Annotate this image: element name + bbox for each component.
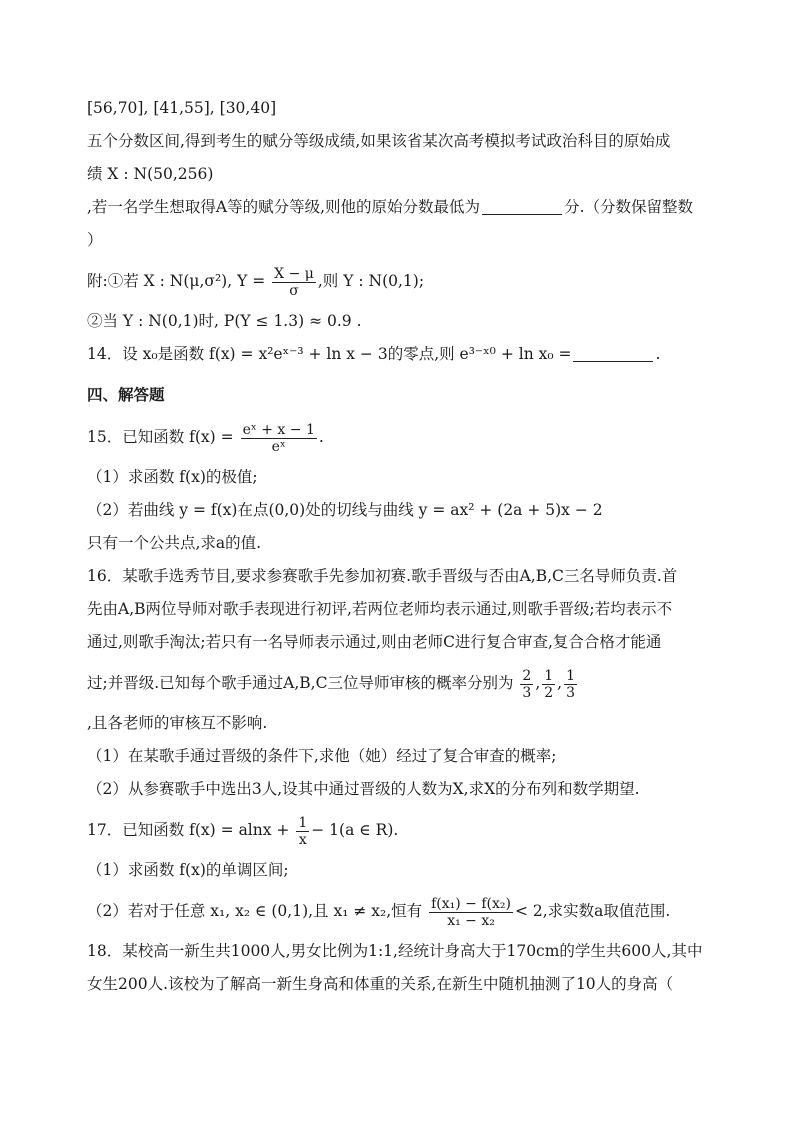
numerator: 2: [522, 667, 532, 684]
text: 先由A,B两位导师对歌手表现进行初评,若两位老师均表示通过,则歌手晋级;若均表示不: [87, 600, 673, 618]
text: 过;并晋级.已知每个歌手通过A,B,C三位导师审核的概率分别为: [87, 674, 514, 692]
text: .: [318, 428, 324, 446]
text-line: 过;并晋级.已知每个歌手通过A,B,C三位导师审核的概率分别为 $\frac{2}{3}$ , $\frac{1}{2}$ , $\frac{1}{3}$: [87, 667, 576, 701]
denominator: 3: [522, 684, 532, 701]
fraction: [520, 668, 533, 701]
denominator: σ: [289, 282, 299, 299]
text: 18．某校高一新生共1000人,男女比例为1:1,经统计身高大于170cm的学生共600人,其中: [87, 942, 703, 960]
numerator: 1: [566, 667, 576, 684]
text-line: [87, 740, 712, 773]
text-line: [87, 626, 712, 659]
text-line: [87, 773, 712, 806]
fraction: [564, 668, 577, 701]
text-line: [87, 494, 712, 527]
fraction: [296, 815, 309, 848]
text: 五个分数区间,得到考生的赋分等级成绩,如果该省某次高考模拟考试政治科目的原始成: [87, 132, 671, 150]
question-15: [87, 413, 712, 461]
answer-blank[interactable]: [482, 199, 562, 216]
text: 通过,则歌手淘汰;若只有一名导师表示通过,则由老师C进行复合审查,复合合格才能通: [87, 633, 662, 651]
text-line: [87, 305, 712, 338]
text: （1）求函数 f(x)的极值;: [87, 468, 258, 486]
numerator: f(x₁) − f(x₂): [431, 895, 511, 912]
text: 附:①若 X : N(μ,σ²), Y =: [87, 272, 266, 290]
text: 绩 X : N(50,256): [87, 165, 214, 183]
numerator: 1: [298, 814, 308, 831]
section-heading: [87, 377, 712, 413]
text-line: [87, 527, 712, 560]
question-16: [87, 560, 712, 593]
text: ,若一名学生想取得A等的赋分等级,则他的原始分数最低为: [87, 198, 481, 216]
denominator: 3: [566, 684, 576, 701]
text: （1）求函数 f(x)的单调区间;: [87, 861, 289, 879]
fraction: [272, 266, 316, 299]
denominator: x₁ − x₂: [447, 912, 495, 929]
text-line: [87, 158, 712, 191]
text-line: [87, 461, 712, 494]
text: ）: [87, 231, 103, 249]
fraction: [542, 668, 555, 701]
text: （1）在某歌手通过晋级的条件下,求他（她）经过了复合审查的概率;: [87, 747, 557, 765]
fraction: [241, 422, 317, 455]
question-14: [87, 338, 712, 371]
text: ,则 Y : N(0,1);: [317, 272, 425, 290]
text: 分.（分数保留整数: [564, 198, 693, 216]
denominator: eˣ: [271, 438, 286, 455]
text: （2）从参赛歌手中选出3人,设其中通过晋级的人数为X,求X的分布列和数学期望.: [87, 780, 640, 798]
text: （2）若对于任意 x₁, x₂ ∈ (0,1),且 x₁ ≠ x₂,恒有: [87, 902, 423, 920]
interval-list: [56,70], [41,55], [30,40]: [87, 99, 277, 117]
question-17: [87, 806, 712, 854]
text-line: [87, 257, 712, 305]
text-line: [87, 887, 712, 935]
fraction: [429, 896, 513, 929]
text-line: [87, 707, 712, 740]
text-line: [87, 191, 712, 224]
numerator: X − μ: [274, 265, 314, 282]
text: 只有一个公共点,求a的值.: [87, 534, 262, 552]
text: .: [655, 345, 661, 363]
text-line: [87, 968, 712, 1001]
text-line: [87, 92, 712, 125]
text: 女生200人.该校为了解高一新生身高和体重的关系,在新生中随机抽测了10人的身高（: [87, 975, 674, 993]
text: （2）若曲线 y = f(x)在点(0,0)处的切线与曲线 y = ax² + (2a + 5)x − 2: [87, 501, 603, 519]
text: − 1(a ∈ R).: [311, 821, 399, 839]
text: ,且各老师的审核互不影响.: [87, 714, 268, 732]
numerator: eˣ + x − 1: [242, 421, 315, 438]
denominator: x: [298, 831, 307, 848]
question-18: [87, 935, 712, 968]
text: 14．设 x₀是函数 f(x) = x²eˣ⁻³ + ln x − 3的零点,则 e³⁻ˣ⁰ + ln x₀ =: [87, 345, 572, 363]
text: 15．已知函数 f(x) =: [87, 428, 234, 446]
document-page: [87, 92, 712, 1001]
text: 16．某歌手选秀节目,要求参赛歌手先参加初赛.歌手晋级与否由A,B,C三名导师负责.首: [87, 567, 678, 585]
text-line: [87, 125, 712, 158]
numerator: 1: [544, 667, 554, 684]
heading: 四、解答题: [87, 386, 165, 404]
text: ②当 Y : N(0,1)时, P(Y ≤ 1.3) ≈ 0.9 .: [87, 312, 362, 330]
denominator: 2: [544, 684, 554, 701]
text-line: [87, 593, 712, 626]
text: 17．已知函数 f(x) = alnx +: [87, 821, 290, 839]
answer-blank[interactable]: [573, 346, 653, 363]
text: < 2,求实数a取值范围.: [514, 902, 671, 920]
text-line: [87, 854, 712, 887]
text-line: [87, 224, 712, 257]
